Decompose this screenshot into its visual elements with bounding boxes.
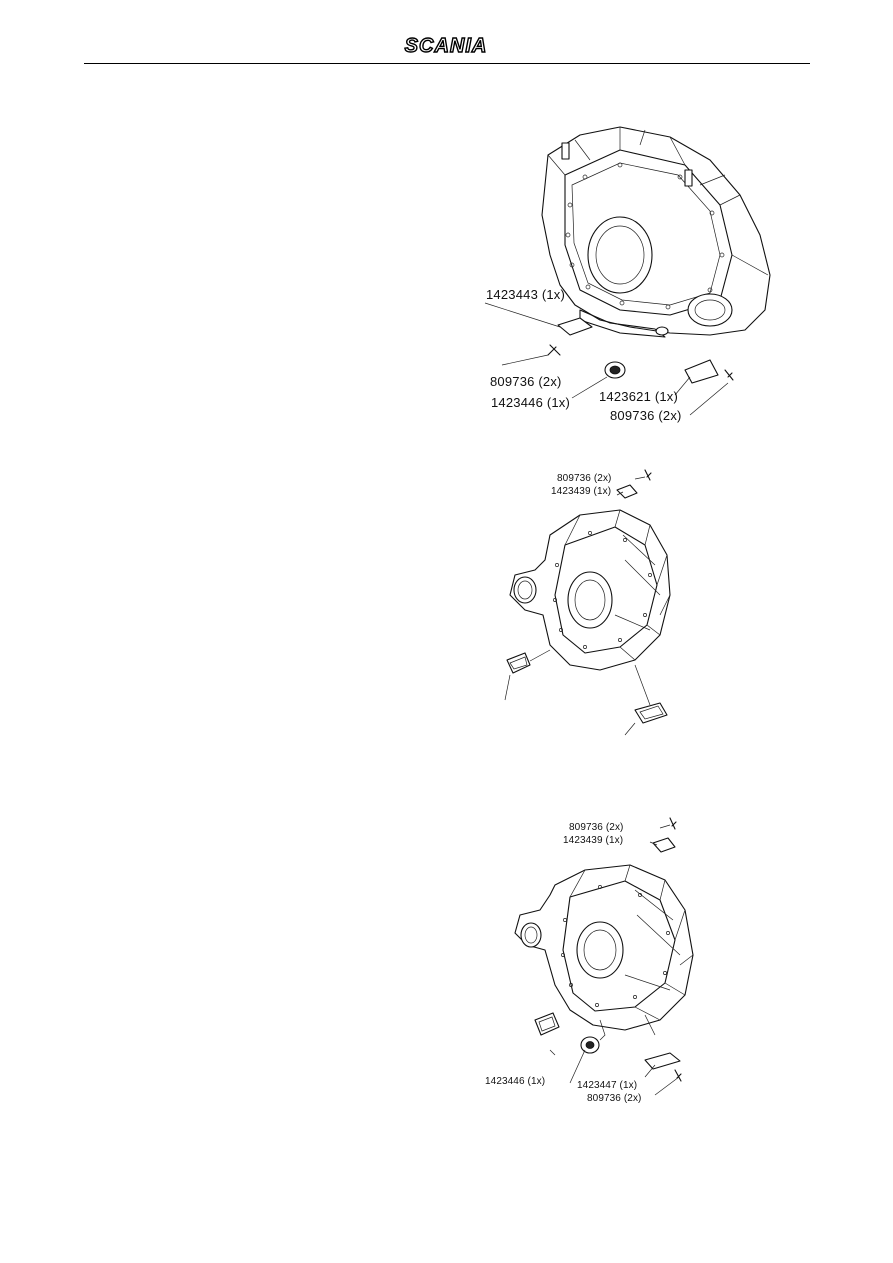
label-809736-b: 809736 (2x) xyxy=(587,1093,642,1104)
cover-plate-1423443 xyxy=(558,318,592,335)
label-809736: 809736 (2x) xyxy=(557,473,612,484)
label-1423447: 1423447 (1x) xyxy=(577,1080,638,1091)
figure-1-flywheel-housing xyxy=(470,115,800,435)
label-1423446: 1423446 (1x) xyxy=(491,395,571,410)
label-809736-a: 809736 (2x) xyxy=(490,374,562,389)
figure-2-flywheel-housing xyxy=(495,465,695,745)
page-header xyxy=(0,0,893,70)
label-1423443: 1423443 (1x) xyxy=(486,287,566,302)
figure-3-flywheel-housing xyxy=(475,815,705,1110)
label-1423446: 1423446 (1x) xyxy=(485,1076,546,1087)
logo-lettering: SCANIA xyxy=(404,35,488,56)
figure-3-drawing xyxy=(475,815,705,1110)
label-1423621: 1423621 (1x) xyxy=(599,389,679,404)
label-809736-a: 809736 (2x) xyxy=(569,822,624,833)
label-809736-b: 809736 (2x) xyxy=(610,408,682,423)
scania-logo xyxy=(388,34,504,56)
header-rule xyxy=(84,63,810,64)
label-1423439: 1423439 (1x) xyxy=(551,486,612,497)
label-1423439: 1423439 (1x) xyxy=(563,835,624,846)
figure-2-drawing xyxy=(495,465,695,745)
